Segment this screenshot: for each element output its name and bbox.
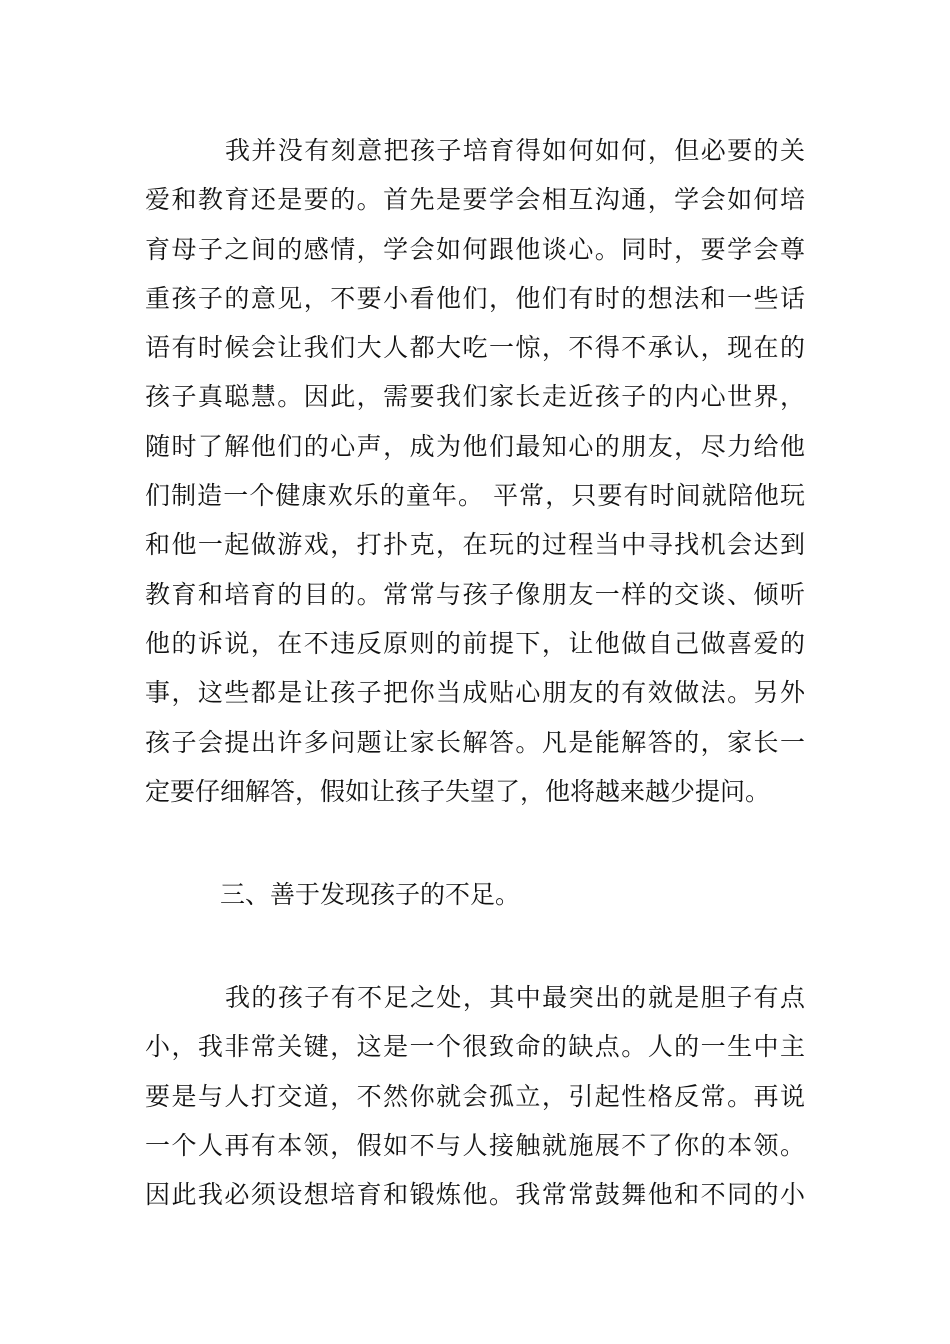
text-line: 我的孩子有不足之处，其中最突出的就是胆子有点 bbox=[225, 983, 805, 1012]
paragraph-1 bbox=[145, 126, 805, 816]
text-line: 他的诉说，在不违反原则的前提下，让他做自己做喜爱的 bbox=[145, 628, 805, 658]
text-line: 育母子之间的感情，学会如何跟他谈心。同时，要学会尊 bbox=[145, 234, 805, 264]
text-line: 因此我必须设想培育和锻炼他。我常常鼓舞他和不同的小 bbox=[145, 1180, 805, 1210]
text-line: 语有时候会让我们大人都大吃一惊，不得不承认，现在的 bbox=[145, 333, 805, 363]
text-line: 重孩子的意见，不要小看他们，他们有时的想法和一些话 bbox=[145, 283, 805, 313]
paragraph-2 bbox=[145, 973, 805, 1219]
text-line: 随时了解他们的心声，成为他们最知心的朋友，尽力给他 bbox=[145, 431, 805, 461]
text-line: 小，我非常关键，这是一个很致命的缺点。人的一生中主 bbox=[145, 1032, 805, 1062]
text-line: 要是与人打交道，不然你就会孤立，引起性格反常。再说 bbox=[145, 1081, 805, 1111]
text-line: 事，这些都是让孩子把你当成贴心朋友的有效做法。另外 bbox=[145, 678, 805, 708]
text-line: 孩子真聪慧。因此，需要我们家长走近孩子的内心世界， bbox=[145, 382, 805, 412]
text-line: 一个人再有本领，假如不与人接触就施展不了你的本领。 bbox=[145, 1130, 805, 1160]
text-line: 孩子会提出许多问题让家长解答。凡是能解答的，家长一 bbox=[145, 727, 805, 757]
text-line: 定要仔细解答，假如让孩子失望了，他将越来越少提问。 bbox=[145, 776, 771, 806]
text-line: 爱和教育还是要的。首先是要学会相互沟通，学会如何培 bbox=[145, 185, 805, 215]
section-heading: 三、善于发现孩子的不足。 bbox=[220, 880, 521, 909]
text-line: 我并没有刻意把孩子培育得如何如何，但必要的关 bbox=[225, 136, 805, 165]
text-line: 教育和培育的目的。常常与孩子像朋友一样的交谈、倾听 bbox=[145, 579, 805, 609]
text-line: 们制造一个健康欢乐的童年。 平常，只要有时间就陪他玩 bbox=[145, 481, 805, 511]
text-line: 和他一起做游戏，打扑克，在玩的过程当中寻找机会达到 bbox=[145, 530, 805, 560]
